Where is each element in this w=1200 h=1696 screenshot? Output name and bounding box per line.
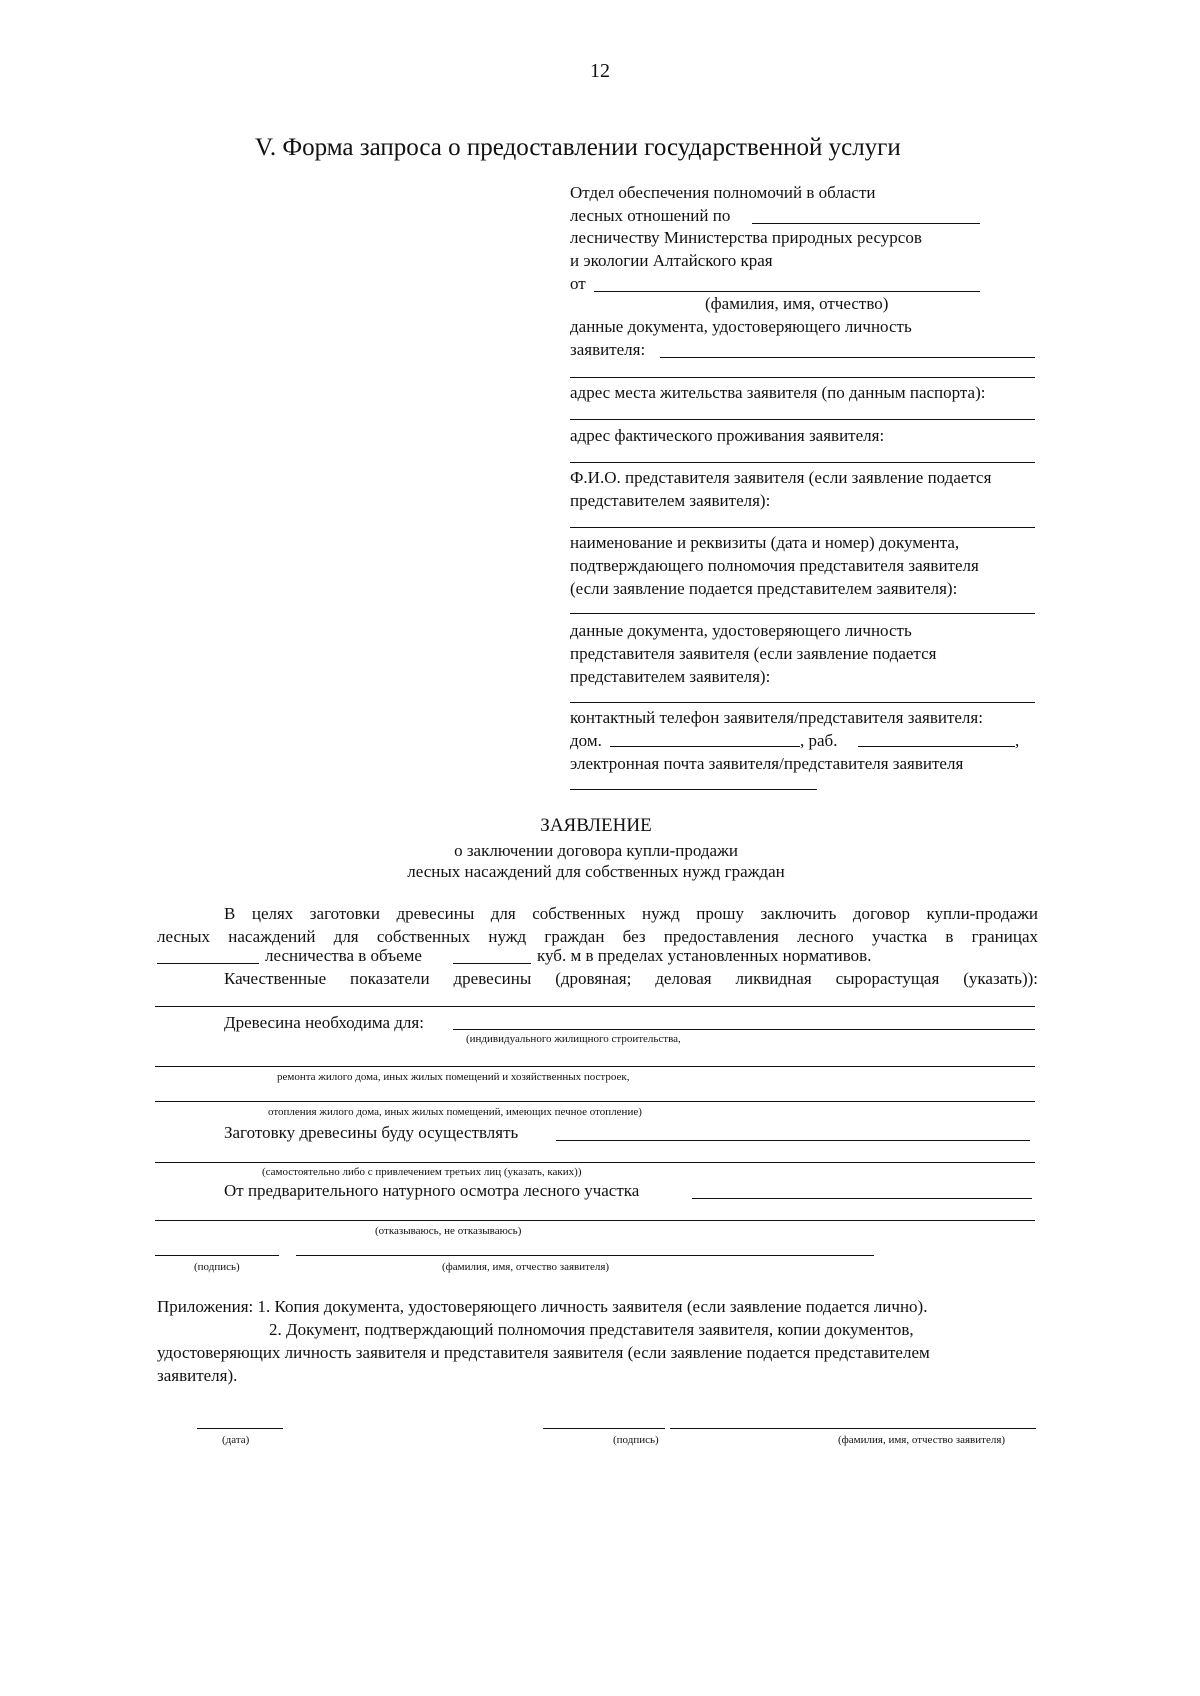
rep-id-label-1: данные документа, удостоверяющего личность — [570, 621, 912, 640]
footer-fio-field[interactable] — [670, 1428, 1036, 1429]
harvest-field-2[interactable] — [155, 1162, 1035, 1163]
hint-inspection: (отказываюсь, не отказываюсь) — [375, 1225, 522, 1237]
rep-id-label-3: представителем заявителя): — [570, 667, 771, 686]
rep-doc-label-3: (если заявление подается представителем заявителя): — [570, 579, 958, 598]
quality-field[interactable] — [155, 1006, 1035, 1007]
address-reg-label: адрес места жительства заявителя (по данным паспорта): — [570, 383, 986, 402]
quality-label: Качественные показатели древесины (дровяная; деловая ликвидная сырорастущая (указать)): — [224, 969, 1038, 988]
forestry-name-field[interactable] — [752, 223, 980, 224]
harvest-label: Заготовку древесины буду осуществлять — [224, 1123, 519, 1142]
phone-label: контактный телефон заявителя/представителя заявителя: — [570, 708, 983, 727]
from-label: от — [570, 274, 586, 293]
volume-field[interactable] — [453, 963, 531, 964]
hint-repair: ремонта жилого дома, иных жилых помещений и хозяйственных построек, — [277, 1071, 630, 1083]
id-doc-field-1[interactable] — [660, 357, 1035, 358]
statement-subtitle-1: о заключении договора купли-продажи — [454, 841, 738, 860]
rep-fio-field[interactable] — [570, 527, 1035, 528]
forestry-field[interactable] — [157, 963, 259, 964]
attachment-2-line-3: заявителя). — [157, 1366, 238, 1385]
date-field[interactable] — [197, 1428, 283, 1429]
addressee-line-2: лесных отношений по — [570, 206, 731, 225]
footer-fio-hint: (фамилия, имя, отчество заявителя) — [838, 1434, 1006, 1446]
rep-id-label-2: представителя заявителя (если заявление подается — [570, 644, 937, 663]
attachment-2-line-2: удостоверяющих личность заявителя и представителя заявителя (если заявление подается представителем — [157, 1343, 930, 1362]
footer-date-hint: (дата) — [222, 1434, 250, 1446]
rep-fio-label-2: представителем заявителя): — [570, 491, 771, 510]
work-phone-field[interactable] — [858, 746, 1015, 747]
id-doc-field-2[interactable] — [570, 377, 1035, 378]
hint-housing: (индивидуального жилищного строительства, — [466, 1033, 681, 1045]
body-line-3a: лесничества в объеме — [265, 946, 422, 965]
address-reg-field[interactable] — [570, 419, 1035, 420]
signature-field[interactable] — [155, 1255, 279, 1256]
fio-hint: (фамилия, имя, отчество) — [705, 294, 889, 313]
applicant-fio-field[interactable] — [594, 291, 980, 292]
rep-doc-label-1: наименование и реквизиты (дата и номер) документа, — [570, 533, 960, 552]
hint-harvest: (самостоятельно либо с привлечением третьих лиц (указать, каких)) — [262, 1166, 582, 1178]
inspection-field-1[interactable] — [692, 1198, 1032, 1199]
rep-doc-field[interactable] — [570, 613, 1035, 614]
addressee-line-3: лесничеству Министерства природных ресурсов — [570, 228, 922, 247]
statement-title: ЗАЯВЛЕНИЕ — [540, 815, 652, 836]
hint-signature: (подпись) — [194, 1261, 240, 1273]
attachment-1: Приложения: 1. Копия документа, удостоверяющего личность заявителя (если заявление подается лично). — [157, 1297, 928, 1316]
attachment-2-line-1: 2. Документ, подтверждающий полномочия представителя заявителя, копии документов, — [269, 1320, 914, 1339]
email-label: электронная почта заявителя/представителя заявителя — [570, 754, 964, 773]
inspection-label: От предварительного натурного осмотра лесного участка — [224, 1181, 640, 1200]
footer-signature-field[interactable] — [543, 1428, 665, 1429]
addressee-line-4: и экологии Алтайского края — [570, 251, 773, 270]
id-doc-label-1: данные документа, удостоверяющего личность — [570, 317, 912, 336]
wood-purpose-field-1[interactable] — [453, 1029, 1035, 1030]
body-line-2: лесных насаждений для собственных нужд граждан без предоставления лесного участка в границах — [157, 927, 1038, 946]
email-field[interactable] — [570, 789, 817, 790]
wood-purpose-field-2[interactable] — [155, 1066, 1035, 1067]
rep-fio-label-1: Ф.И.О. представителя заявителя (если заявление подается — [570, 468, 992, 487]
rep-doc-label-2: подтверждающего полномочия представителя заявителя — [570, 556, 979, 575]
home-phone-field[interactable] — [610, 746, 800, 747]
footer-signature-hint: (подпись) — [613, 1434, 659, 1446]
wood-purpose-label: Древесина необходима для: — [224, 1013, 424, 1032]
addressee-line-1: Отдел обеспечения полномочий в области — [570, 183, 876, 202]
statement-subtitle-2: лесных насаждений для собственных нужд граждан — [407, 862, 785, 881]
body-line-3b: куб. м в пределах установленных нормативов. — [537, 946, 872, 965]
wood-purpose-field-3[interactable] — [155, 1101, 1035, 1102]
address-fact-field[interactable] — [570, 462, 1035, 463]
inspection-field-2[interactable] — [155, 1220, 1035, 1221]
hint-heating: отопления жилого дома, иных жилых помещений, имеющих печное отопление) — [268, 1106, 642, 1118]
home-phone-label: дом. — [570, 731, 602, 750]
page-number: 12 — [590, 60, 610, 82]
signature-fio-field[interactable] — [296, 1255, 874, 1256]
body-line-1: В целях заготовки древесины для собственных нужд прошу заключить договор купли-продажи — [224, 904, 1038, 923]
section-title: V. Форма запроса о предоставлении государственной услуги — [255, 134, 901, 161]
rep-id-field[interactable] — [570, 702, 1035, 703]
harvest-field-1[interactable] — [556, 1140, 1030, 1141]
phone-comma: , — [1015, 731, 1020, 750]
hint-fio: (фамилия, имя, отчество заявителя) — [442, 1261, 610, 1273]
address-fact-label: адрес фактического проживания заявителя: — [570, 426, 885, 445]
work-phone-label: , раб. — [800, 731, 838, 750]
id-doc-label-2: заявителя: — [570, 340, 646, 359]
